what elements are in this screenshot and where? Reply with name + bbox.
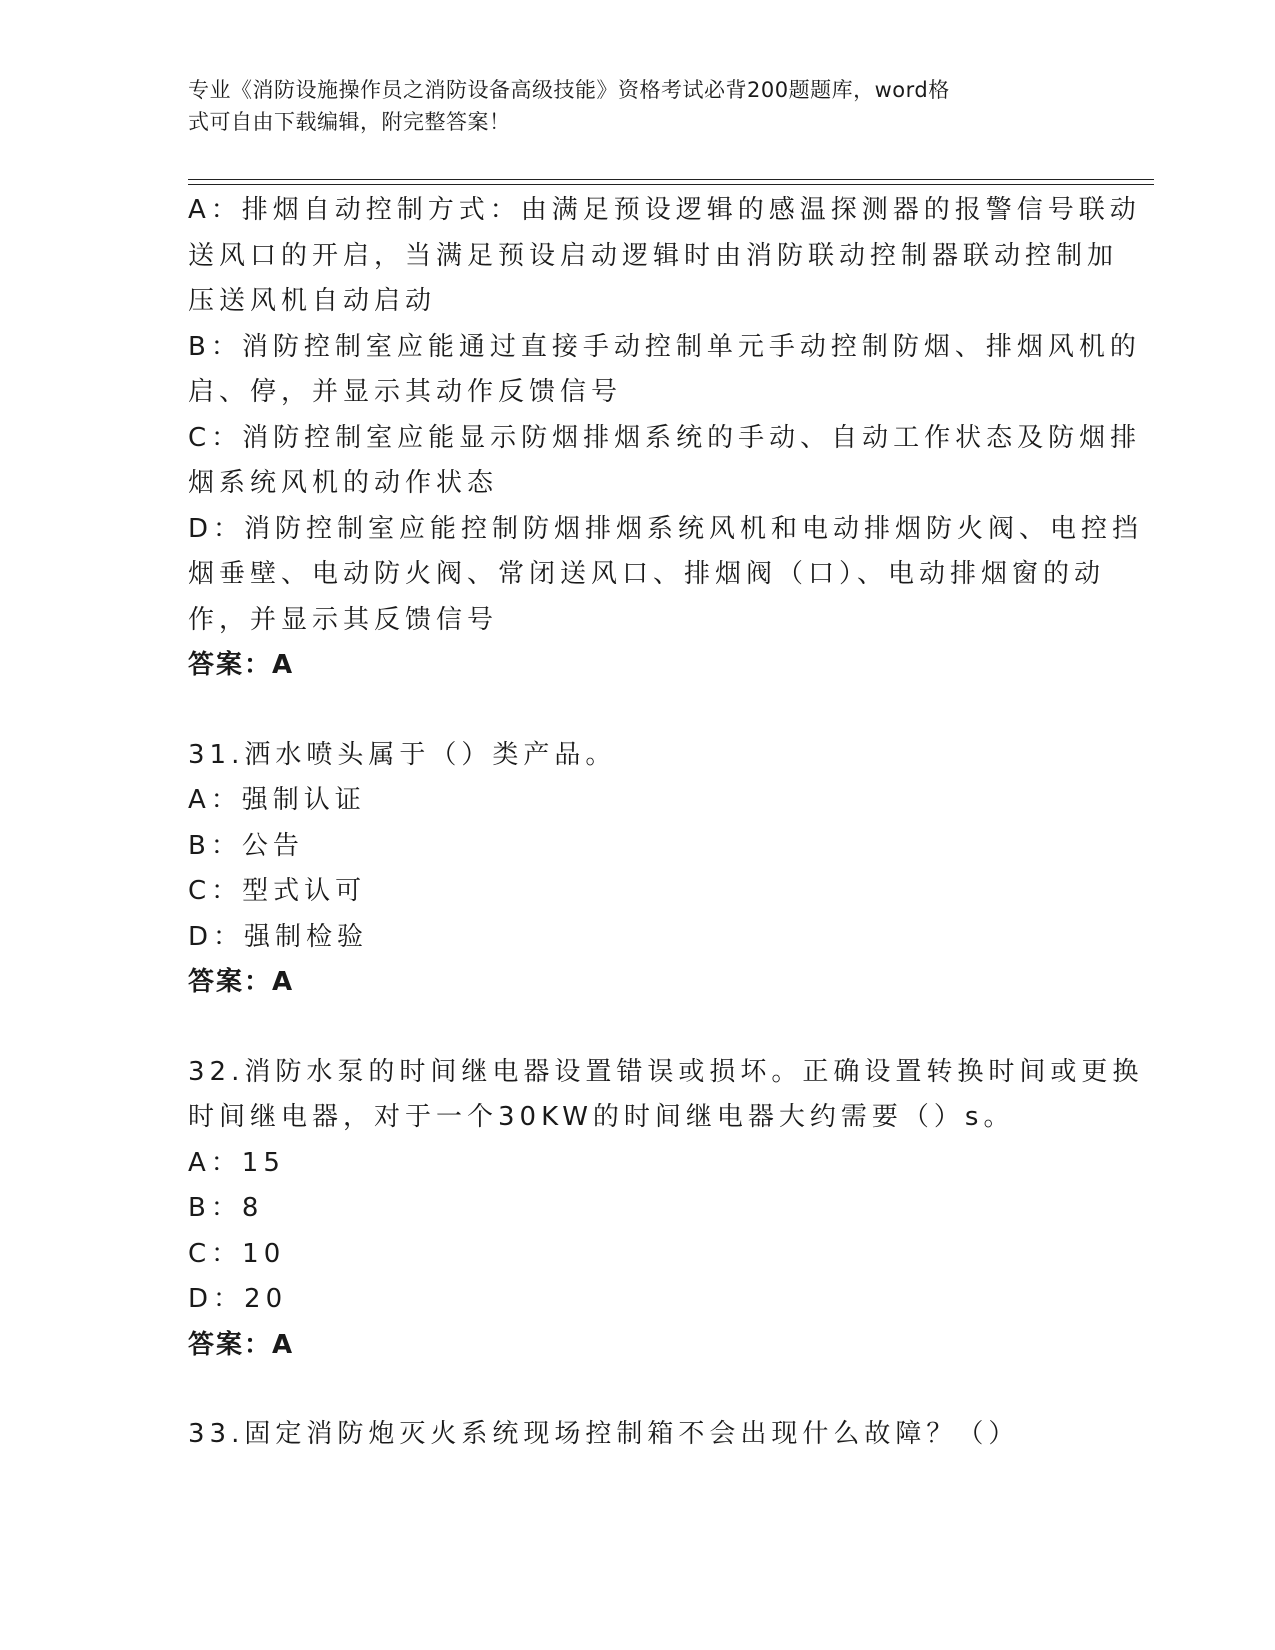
question-31 <box>188 733 1078 1006</box>
question-spacer <box>188 1368 1078 1412</box>
header-title-line-2: 式可自由下载编辑，附完整答案！ <box>188 110 511 134</box>
question-answer: 答案：A <box>188 1329 295 1360</box>
question-32 <box>188 1050 1144 1369</box>
question-33 <box>188 1412 1078 1458</box>
option-text-line: D：消防控制室应能控制防烟排烟系统风机和电动排烟防火阀、电控挡 <box>188 513 1144 544</box>
option-b: B：公告 <box>188 830 304 861</box>
question-stem: 33.固定消防炮灭火系统现场控制箱不会出现什么故障？（） <box>188 1419 1020 1449</box>
question-content <box>188 188 1144 1458</box>
prev-question-option-a <box>188 188 1141 325</box>
prev-question-option-c <box>188 416 1142 507</box>
option-text-line: 压送风机自动启动 <box>188 286 437 316</box>
option-text-line: C：消防控制室应能显示防烟排烟系统的手动、自动工作状态及防烟排 <box>188 422 1142 453</box>
question-spacer <box>188 1006 1078 1050</box>
option-a: A：强制认证 <box>188 785 366 815</box>
option-a: A：15 <box>188 1147 285 1178</box>
prev-question-option-d <box>188 507 1144 644</box>
question-answer: 答案：A <box>188 967 295 997</box>
question-stem-line: 32.消防水泵的时间继电器设置错误或损坏。正确设置转换时间或更换 <box>188 1056 1144 1087</box>
header-title-line-1: 专业《消防设施操作员之消防设备高级技能》资格考试必背200题题库，word格 <box>188 78 950 102</box>
option-text-line: A：排烟自动控制方式：由满足预设逻辑的感温探测器的报警信号联动 <box>188 195 1141 225</box>
option-text-line: 烟系统风机的动作状态 <box>188 468 499 498</box>
option-d: D：20 <box>188 1284 288 1314</box>
option-text-line: 送风口的开启，当满足预设启动逻辑时由消防联动控制器联动控制加 <box>188 240 1119 271</box>
option-text-line: B：消防控制室应能通过直接手动控制单元手动控制防烟、排烟风机的 <box>188 331 1141 362</box>
option-d: D：强制检验 <box>188 921 369 952</box>
header-divider-top <box>188 179 1154 180</box>
prev-question-option-b <box>188 325 1141 416</box>
prev-question-answer: 答案：A <box>188 650 295 680</box>
option-c: C：型式认可 <box>188 876 367 906</box>
question-stem-line: 时间继电器，对于一个30KW的时间继电器大约需要（）s。 <box>188 1102 1015 1132</box>
question-stem: 31.洒水喷头属于（）类产品。 <box>188 739 617 770</box>
document-header <box>188 74 1068 138</box>
option-text-line: 启、停，并显示其动作反馈信号 <box>188 377 623 407</box>
option-text-line: 烟垂壁、电动防火阀、常闭送风口、排烟阀（口）、电动排烟窗的动 <box>188 559 1106 589</box>
header-divider-bottom <box>188 184 1154 185</box>
option-c: C：10 <box>188 1238 286 1269</box>
option-b: B：8 <box>188 1193 264 1223</box>
question-spacer <box>188 689 1078 733</box>
option-text-line: 作，并显示其反馈信号 <box>188 604 499 635</box>
